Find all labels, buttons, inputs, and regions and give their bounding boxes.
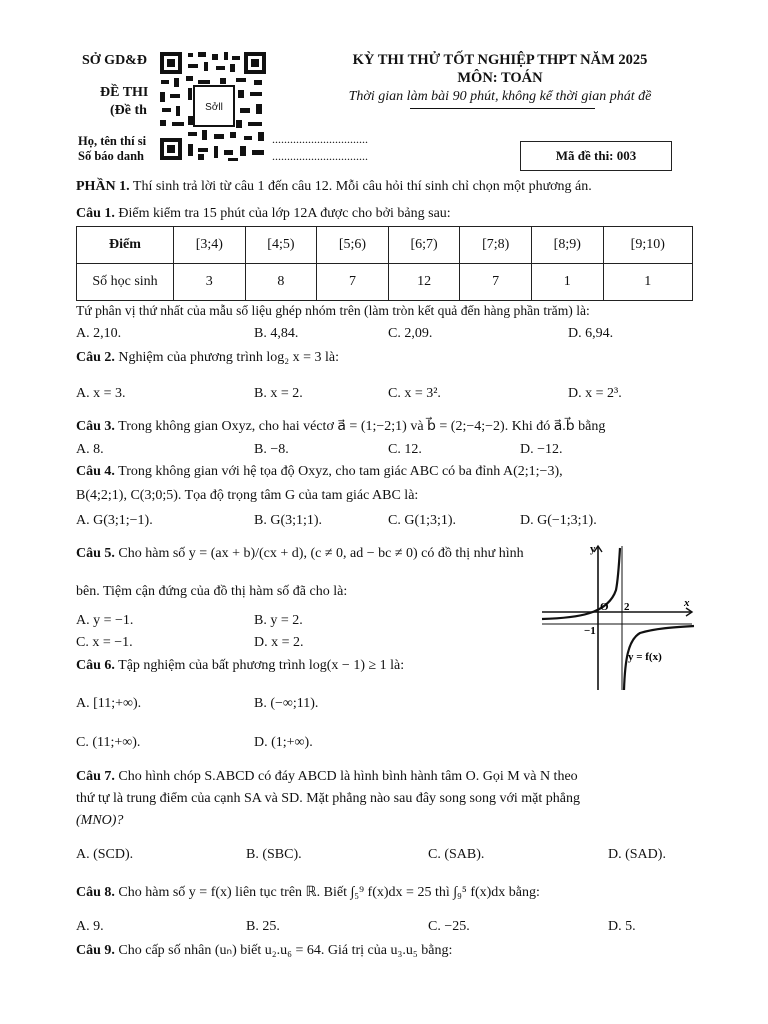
graph-origin-label: O — [600, 601, 609, 613]
table-cell: 12 — [388, 264, 460, 301]
table-header-cell: Số học sinh — [77, 264, 174, 301]
exam-label: ĐỀ THI — [100, 85, 149, 100]
candidate-name-label: Họ, tên thí si — [78, 134, 147, 148]
q7-choice-b[interactable]: B. (SBC). — [246, 847, 302, 862]
function-graph — [538, 540, 698, 692]
paper-label: (Đề th — [110, 103, 147, 118]
q1-choice-a[interactable]: A. 2,10. — [76, 326, 122, 341]
q6-choice-d[interactable]: D. (1;+∞). — [254, 735, 313, 750]
header-left — [82, 52, 147, 70]
q1-after: Tứ phân vị thứ nhất của mẫu số liệu ghép nhóm trên (làm tròn kết quả đến hàng phần trăm) là: — [76, 303, 590, 318]
q7-stem-line3: (MNO)? — [76, 813, 124, 828]
table-cell: [9;10) — [603, 227, 692, 264]
q1-label: Câu 1. — [76, 206, 115, 221]
table-header-cell: Điểm — [77, 227, 174, 264]
subject: MÔN: TOÁN — [457, 70, 543, 86]
q7-choice-a[interactable]: A. (SCD). — [76, 847, 134, 862]
q5-label: Câu 5. — [76, 546, 115, 561]
q8-choice-c[interactable]: C. −25. — [428, 919, 470, 934]
q2-text: Nghiệm của phương trình log₂ x = 3 là: — [114, 350, 340, 365]
q5-choice-c[interactable]: C. x = −1. — [76, 635, 133, 650]
candidate-id-dots: ................................ — [272, 149, 368, 163]
q8-choice-b[interactable]: B. 25. — [246, 919, 280, 934]
q9-label: Câu 9. — [76, 943, 115, 958]
q4-stem-line2: B(4;2;1), C(3;0;5). Tọa độ trọng tâm G của tam giác ABC là: — [76, 488, 419, 503]
q4-choice-d[interactable]: D. G(−1;3;1). — [520, 513, 597, 528]
table-cell: 7 — [460, 264, 532, 301]
dept-name: SỞ GD&Đ — [82, 53, 147, 68]
q3-choice-d[interactable]: D. −12. — [520, 442, 563, 457]
q4-choice-c[interactable]: C. G(1;3;1). — [388, 513, 457, 528]
q8-stem — [76, 884, 540, 902]
q2-choice-c[interactable]: C. x = 3². — [388, 386, 441, 401]
exam-code: Mã đề thi: 003 — [520, 141, 672, 171]
q8-label: Câu 8. — [76, 885, 115, 900]
q8-text: Cho hàm số y = f(x) liên tục trên ℝ. Biết ∫₅⁹ f(x)dx = 25 thì ∫₉⁵ f(x)dx bằng: — [114, 885, 540, 900]
q2-choice-b[interactable]: B. x = 2. — [254, 386, 303, 401]
q6-choice-b[interactable]: B. (−∞;11). — [254, 696, 319, 711]
q8-choice-d[interactable]: D. 5. — [608, 919, 636, 934]
q3-label: Câu 3. — [76, 419, 115, 434]
q1-text: Điểm kiểm tra 15 phút của lớp 12A được cho bởi bảng sau: — [114, 206, 451, 221]
q2-choice-a[interactable]: A. x = 3. — [76, 386, 126, 401]
table-cell: 1 — [531, 264, 603, 301]
q1-stem — [76, 205, 451, 223]
part1-instruction — [76, 178, 592, 196]
candidate-name-dots: ................................ — [272, 132, 368, 146]
q7-choice-c[interactable]: C. (SAB). — [428, 847, 485, 862]
q5-choice-d[interactable]: D. x = 2. — [254, 635, 304, 650]
q3-choice-c[interactable]: C. 12. — [388, 442, 422, 457]
q3-choice-a[interactable]: A. 8. — [76, 442, 104, 457]
q7-label: Câu 7. — [76, 769, 115, 784]
table-cell: [4;5) — [245, 227, 317, 264]
score-table — [76, 226, 693, 301]
candidate-id-label: Số báo danh — [78, 149, 145, 163]
graph-y-label: y — [590, 543, 596, 555]
q5-stem-line1 — [76, 545, 524, 563]
part1-text: Thí sinh trả lời từ câu 1 đến câu 12. Mỗi câu hỏi thí sinh chỉ chọn một phương án. — [129, 179, 592, 194]
table-row — [77, 227, 693, 264]
q2-label: Câu 2. — [76, 350, 115, 365]
q3-text: Trong không gian Oxyz, cho hai véctơ a⃗ = (1;−2;1) và b⃗ = (2;−4;−2). Khi đó a⃗.b⃗ bằng — [114, 419, 606, 434]
q4-choice-b[interactable]: B. G(3;1;1). — [254, 513, 323, 528]
table-cell: [6;7) — [388, 227, 460, 264]
graph-curve-label: y = f(x) — [628, 651, 662, 663]
q8-choice-a[interactable]: A. 9. — [76, 919, 104, 934]
table-cell: [5;6) — [317, 227, 389, 264]
q3-choice-b[interactable]: B. −8. — [254, 442, 289, 457]
q1-choice-d[interactable]: D. 6,94. — [568, 326, 614, 341]
q6-text: Tập nghiệm của bất phương trình log(x − 1) ≥ 1 là: — [114, 658, 405, 673]
q6-choice-a[interactable]: A. [11;+∞). — [76, 696, 142, 711]
q6-choice-c[interactable]: C. (11;+∞). — [76, 735, 141, 750]
q9-text: Cho cấp số nhân (uₙ) biết u₂.u₆ = 64. Giá trị của u₃.u₅ bằng: — [114, 943, 453, 958]
q7-stem-line2: thứ tự là trung điểm của cạnh SA và SD. Mặt phẳng nào sau đây song song với mặt phẳng — [76, 791, 580, 806]
q4-stem-line1 — [76, 463, 563, 481]
q5-choice-b[interactable]: B. y = 2. — [254, 613, 303, 628]
qr-center-text: Sởll — [205, 102, 223, 113]
table-cell: [7;8) — [460, 227, 532, 264]
q7-text1: Cho hình chóp S.ABCD có đáy ABCD là hình bình hành tâm O. Gọi M và N theo — [114, 769, 578, 784]
q1-choice-b[interactable]: B. 4,84. — [254, 326, 299, 341]
time-note: Thời gian làm bài 90 phút, không kể thời gian phát đề — [348, 89, 652, 104]
q5-stem-line2: bên. Tiệm cận đứng của đồ thị hàm số đã cho là: — [76, 584, 348, 599]
q3-stem — [76, 418, 605, 436]
q7-stem-line1 — [76, 768, 578, 786]
table-row — [77, 264, 693, 301]
table-cell: 8 — [245, 264, 317, 301]
table-cell: 7 — [317, 264, 389, 301]
q6-label: Câu 6. — [76, 658, 115, 673]
q6-stem — [76, 657, 404, 675]
qr-code — [158, 50, 268, 162]
table-cell: 3 — [174, 264, 246, 301]
graph-tick-y: −1 — [584, 625, 596, 637]
q5-text1: Cho hàm số y = (ax + b)/(cx + d), (c ≠ 0, ad − bc ≠ 0) có đồ thị như hình — [114, 546, 524, 561]
q4-choice-a[interactable]: A. G(3;1;−1). — [76, 513, 153, 528]
q9-stem — [76, 942, 452, 960]
table-cell: [8;9) — [531, 227, 603, 264]
exam-title: KỲ THI THỬ TỐT NGHIỆP THPT NĂM 2025 — [352, 52, 648, 68]
table-cell: [3;4) — [174, 227, 246, 264]
table-cell: 1 — [603, 264, 692, 301]
q5-choice-a[interactable]: A. y = −1. — [76, 613, 134, 628]
q4-text1: Trong không gian với hệ tọa độ Oxyz, cho tam giác ABC có ba đỉnh A(2;1;−3), — [114, 464, 563, 479]
q2-stem — [76, 349, 339, 367]
q2-choice-d[interactable]: D. x = 2³. — [568, 386, 622, 401]
time-underline — [410, 108, 595, 109]
graph-x-label: x — [684, 597, 690, 609]
q1-choice-c[interactable]: C. 2,09. — [388, 326, 433, 341]
q4-label: Câu 4. — [76, 464, 115, 479]
q7-choice-d[interactable]: D. (SAD). — [608, 847, 666, 862]
graph-tick-x: 2 — [624, 601, 630, 613]
part1-label: PHẦN 1. — [76, 179, 130, 194]
